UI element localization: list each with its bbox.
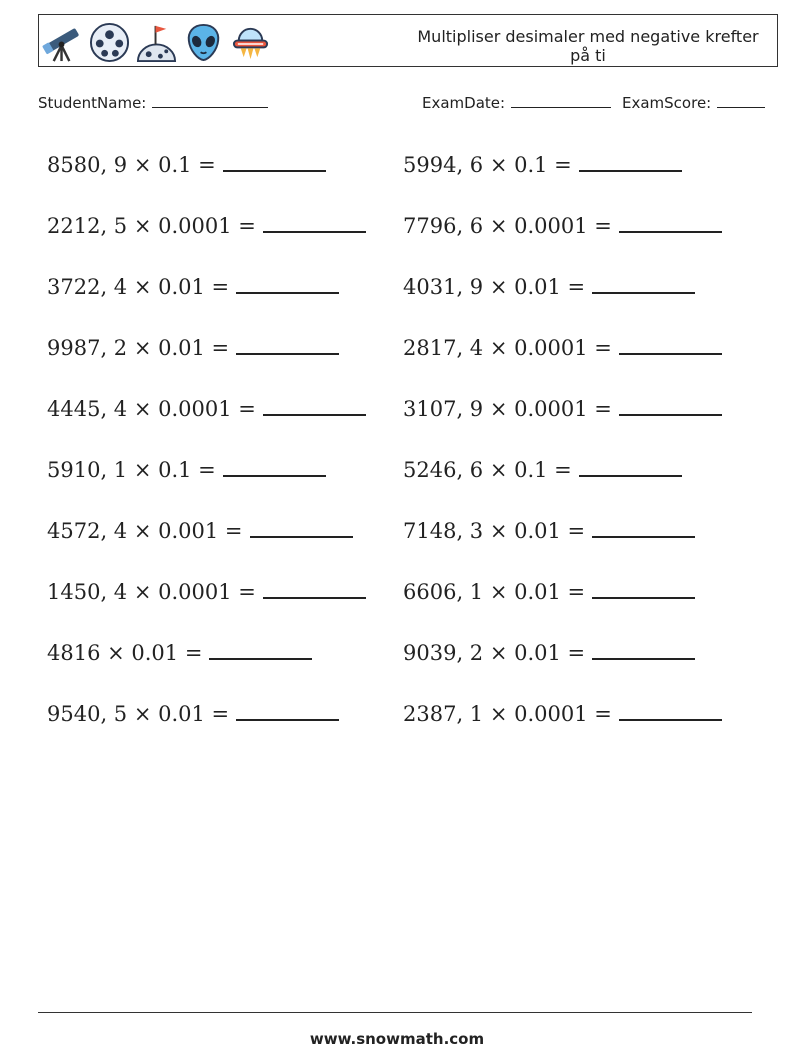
problem-text: 4816 × 0.01 =: [47, 641, 203, 665]
answer-blank[interactable]: [250, 520, 353, 538]
problem-left-7[interactable]: [47, 519, 353, 543]
problem-left-6[interactable]: [47, 458, 326, 482]
answer-blank[interactable]: [263, 398, 366, 416]
answer-blank[interactable]: [619, 215, 722, 233]
answer-blank[interactable]: [619, 398, 722, 416]
alien-icon: [183, 22, 224, 63]
problem-text: 5246, 6 × 0.1 =: [403, 458, 572, 482]
answer-blank[interactable]: [236, 703, 339, 721]
exam-score-field[interactable]: [622, 93, 765, 112]
problem-right-10[interactable]: [403, 702, 722, 726]
answer-blank[interactable]: [592, 581, 695, 599]
moon-crater-icon: [89, 22, 130, 63]
problem-text: 7796, 6 × 0.0001 =: [403, 214, 612, 238]
footer-divider: [38, 1012, 752, 1013]
problem-right-5[interactable]: [403, 397, 722, 421]
problem-text: 4572, 4 × 0.001 =: [47, 519, 243, 543]
exam-date-label: ExamDate:: [422, 94, 506, 112]
problem-left-2[interactable]: [47, 214, 366, 238]
answer-blank[interactable]: [236, 337, 339, 355]
answer-blank[interactable]: [579, 154, 682, 172]
problem-text: 5910, 1 × 0.1 =: [47, 458, 216, 482]
problem-right-8[interactable]: [403, 580, 695, 604]
problem-right-9[interactable]: [403, 641, 695, 665]
answer-blank[interactable]: [223, 459, 326, 477]
problem-text: 9039, 2 × 0.01 =: [403, 641, 586, 665]
footer-site-link[interactable]: www.snowmath.com: [309, 1030, 485, 1048]
problem-text: 2817, 4 × 0.0001 =: [403, 336, 612, 360]
problem-left-4[interactable]: [47, 336, 339, 360]
telescope-icon: [42, 22, 83, 63]
answer-blank[interactable]: [619, 337, 722, 355]
worksheet-title: Multipliser desimaler med negative krefter på ti: [417, 27, 759, 65]
problem-right-4[interactable]: [403, 336, 722, 360]
answer-blank[interactable]: [209, 642, 312, 660]
problem-left-5[interactable]: [47, 397, 366, 421]
answer-blank[interactable]: [236, 276, 339, 294]
exam-score-label: ExamScore:: [622, 94, 712, 112]
problem-text: 3107, 9 × 0.0001 =: [403, 397, 612, 421]
answer-blank[interactable]: [592, 642, 695, 660]
answer-blank[interactable]: [579, 459, 682, 477]
student-name-label: StudentName:: [38, 94, 147, 112]
problem-right-2[interactable]: [403, 214, 722, 238]
ufo-icon: [230, 22, 271, 63]
problem-text: 4445, 4 × 0.0001 =: [47, 397, 256, 421]
answer-blank[interactable]: [619, 703, 722, 721]
problem-left-1[interactable]: [47, 153, 326, 177]
answer-blank[interactable]: [223, 154, 326, 172]
worksheet-header: [38, 14, 778, 67]
problem-text: 8580, 9 × 0.1 =: [47, 153, 216, 177]
problem-text: 7148, 3 × 0.01 =: [403, 519, 586, 543]
problem-left-10[interactable]: [47, 702, 339, 726]
problem-left-8[interactable]: [47, 580, 366, 604]
moon-flag-icon: [136, 22, 177, 63]
problem-text: 6606, 1 × 0.01 =: [403, 580, 586, 604]
problem-right-6[interactable]: [403, 458, 682, 482]
answer-blank[interactable]: [263, 581, 366, 599]
problem-text: 1450, 4 × 0.0001 =: [47, 580, 256, 604]
exam-score-blank[interactable]: [717, 93, 765, 108]
problem-text: 2387, 1 × 0.0001 =: [403, 702, 612, 726]
answer-blank[interactable]: [263, 215, 366, 233]
student-name-blank[interactable]: [152, 93, 268, 108]
problem-right-1[interactable]: [403, 153, 682, 177]
problem-text: 9987, 2 × 0.01 =: [47, 336, 230, 360]
problem-left-9[interactable]: [47, 641, 312, 665]
answer-blank[interactable]: [592, 276, 695, 294]
exam-date-field[interactable]: [422, 93, 611, 112]
problem-text: 4031, 9 × 0.01 =: [403, 275, 586, 299]
problem-right-3[interactable]: [403, 275, 695, 299]
problem-text: 5994, 6 × 0.1 =: [403, 153, 572, 177]
problem-text: 3722, 4 × 0.01 =: [47, 275, 230, 299]
problem-left-3[interactable]: [47, 275, 339, 299]
answer-blank[interactable]: [592, 520, 695, 538]
header-icons: [42, 19, 271, 65]
problem-text: 2212, 5 × 0.0001 =: [47, 214, 256, 238]
problem-right-7[interactable]: [403, 519, 695, 543]
student-name-field[interactable]: [38, 93, 268, 112]
exam-date-blank[interactable]: [511, 93, 611, 108]
problem-text: 9540, 5 × 0.01 =: [47, 702, 230, 726]
